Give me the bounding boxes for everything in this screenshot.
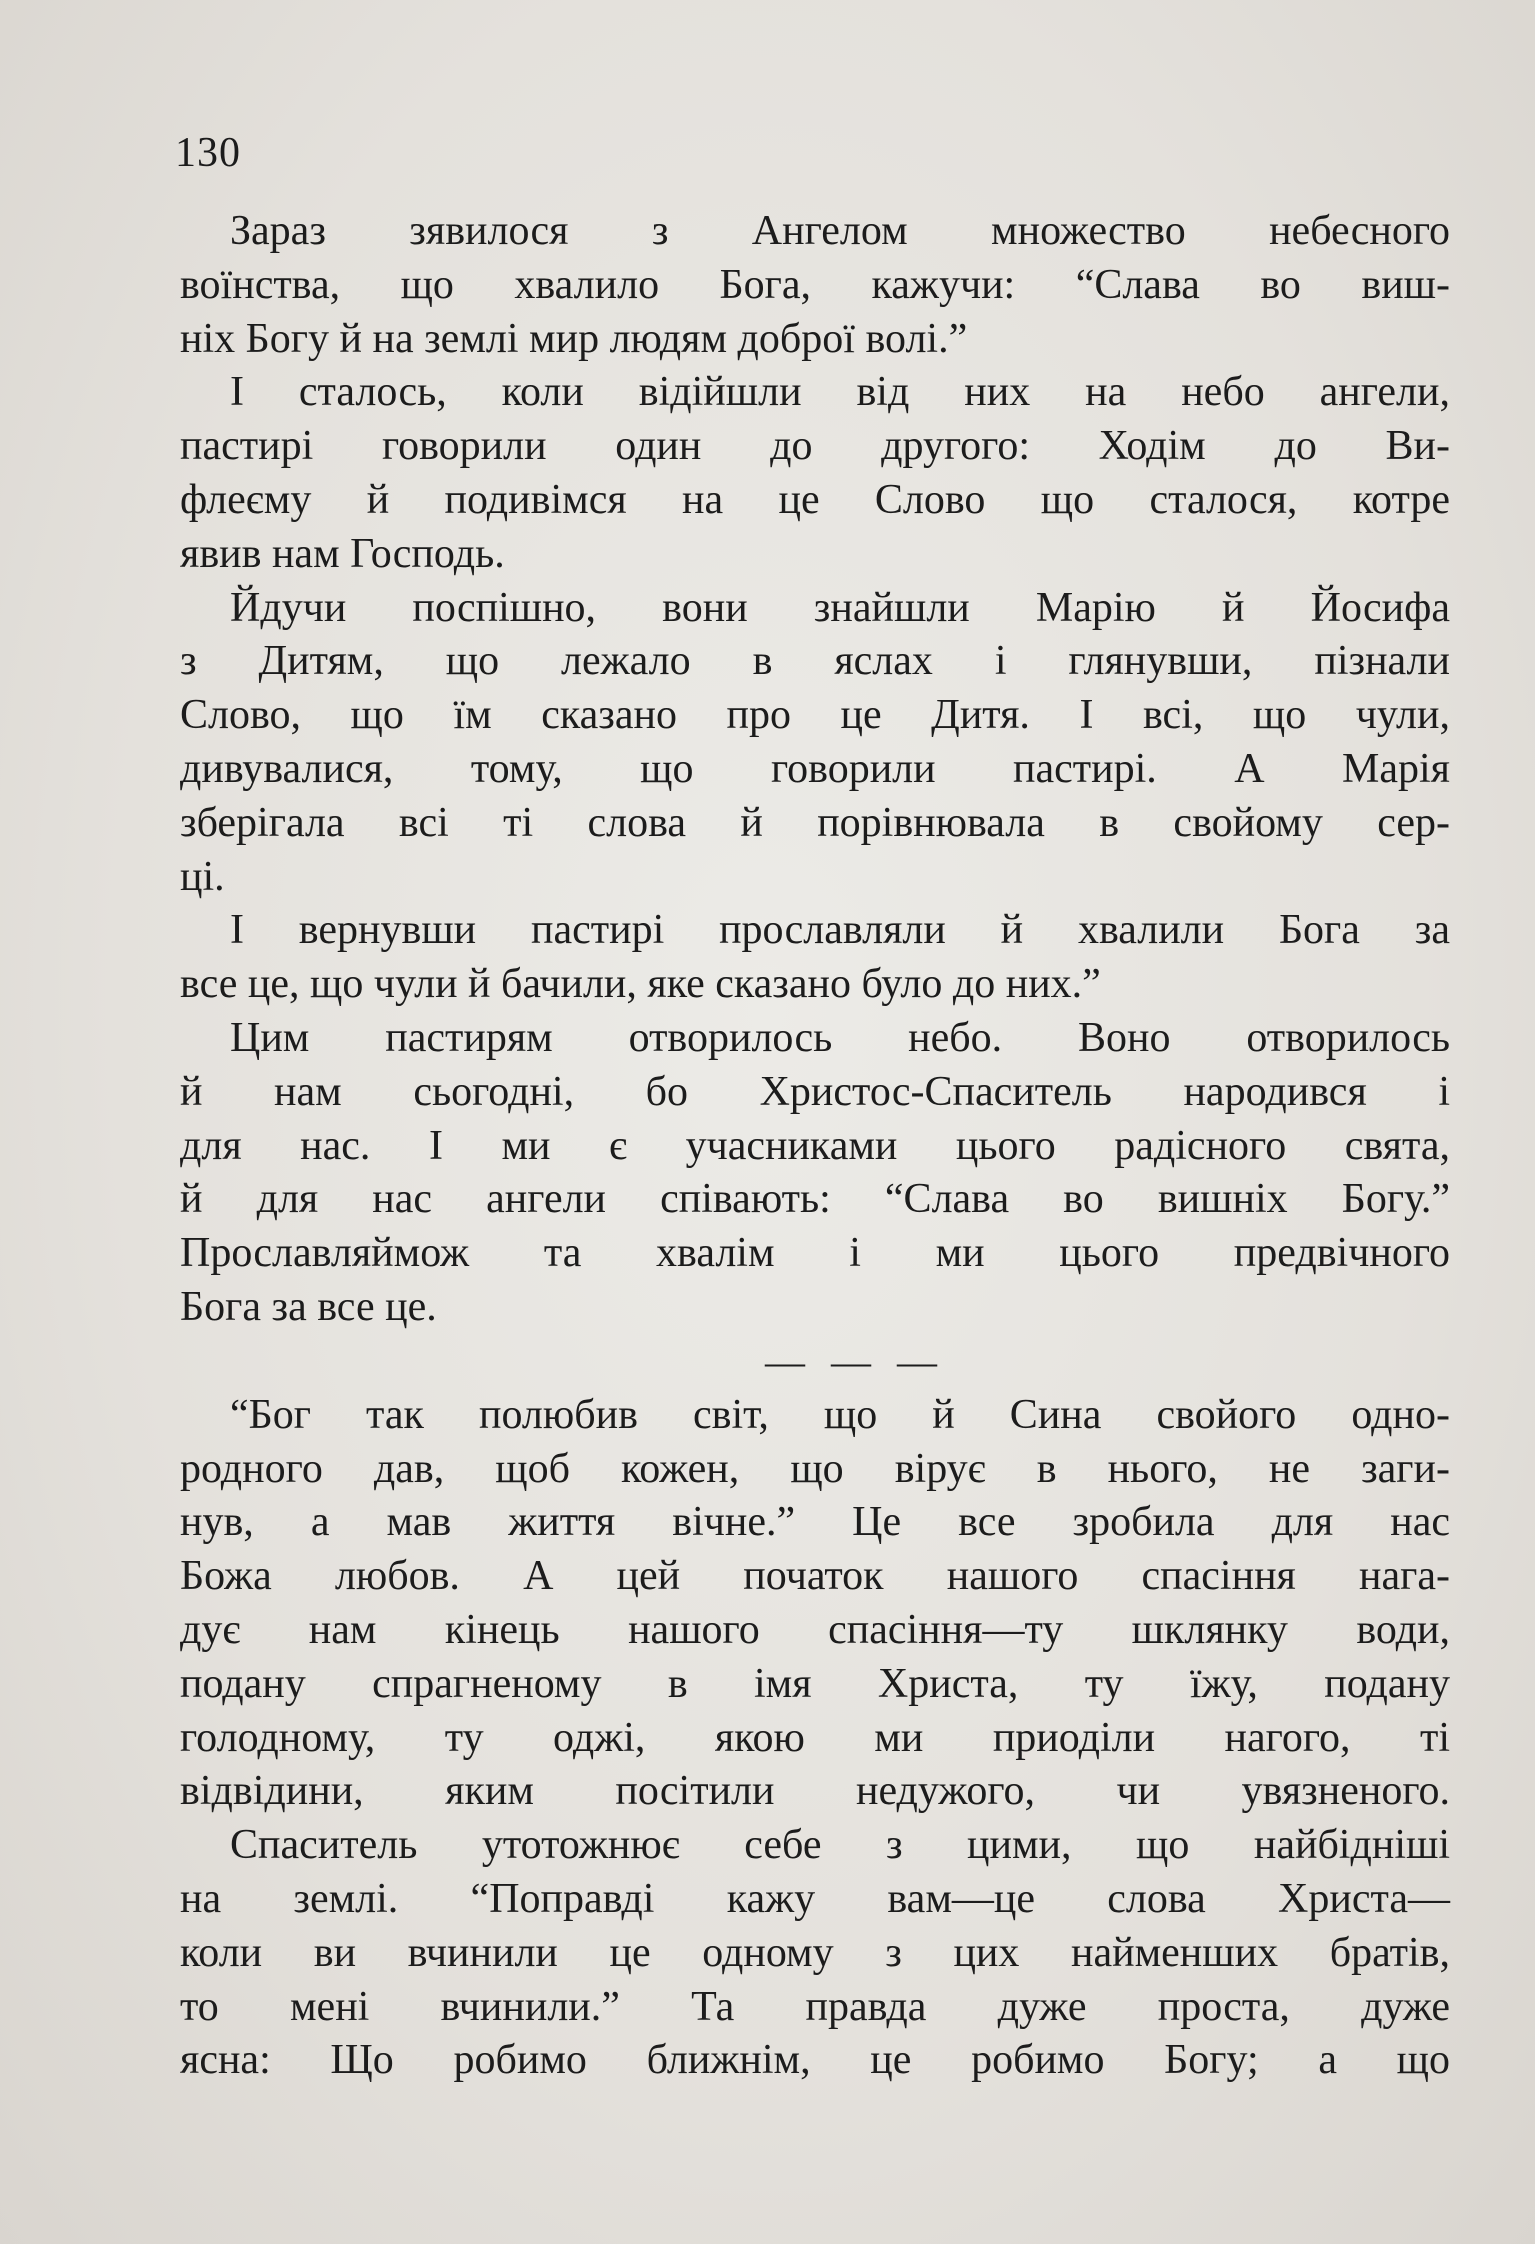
text-line: дує нам кінець нашого спасіння—ту шклянку води, <box>180 1606 1450 1653</box>
paragraph <box>180 1819 1450 2088</box>
text-line: з Дитям, що лежало в яслах і глянувши, пізнали <box>180 638 1450 685</box>
text-line: “Бог так полюбив світ, що й Сина свойого одно- <box>230 1391 1450 1438</box>
text-line: І сталось, коли відійшли від них на небо ангели, <box>230 369 1450 416</box>
text-line: то мені вчинили.” Та правда дуже проста, дуже <box>180 1983 1450 2030</box>
text-line: воїнства, що хвалило Бога, кажучи: “Слава во виш- <box>180 261 1450 308</box>
paragraph <box>180 582 1450 905</box>
text-line: для нас. І ми є учасниками цього радісного свята, <box>180 1122 1450 1169</box>
paragraph <box>180 1389 1450 1819</box>
text-line: Йдучи поспішно, вони знайшли Марію й Йосифа <box>230 584 1450 631</box>
text-line: Спаситель утотожнює себе з цими, що найбідніші <box>230 1822 1450 1869</box>
text-line: І вернувши пастирі прославляли й хвалили Бога за <box>230 907 1450 954</box>
text-line: голодному, ту оджі, якою ми приоділи нагого, ті <box>180 1714 1450 1761</box>
text-line: ясна: Що робимо ближнім, це робимо Богу; а що <box>180 2037 1450 2084</box>
paragraph <box>180 1012 1450 1335</box>
paragraph <box>180 205 1450 366</box>
text-line: ніх Богу й на землі мир людям доброї волі.” <box>180 315 968 362</box>
text-line: ці. <box>180 853 225 900</box>
text-line: Прославляймож та хвалім і ми цього предвічного <box>180 1230 1450 1277</box>
text-line: й для нас ангели співають: “Слава во вишніх Богу.” <box>180 1176 1450 1223</box>
text-line: подану спрагненому в імя Христа, ту їжу, подану <box>180 1660 1450 1707</box>
text-line: все це, що чули й бачили, яке сказано було до них.” <box>180 961 1101 1008</box>
paragraph <box>180 904 1450 1012</box>
text-line: Божа любов. А цей початок нашого спасіння нага- <box>180 1553 1450 1600</box>
body-text <box>180 205 1450 2088</box>
text-line: відвідини, яким посітили недужого, чи увязненого. <box>180 1768 1450 1815</box>
text-line: Бога за все це. <box>180 1283 437 1330</box>
text-line: на землі. “Поправді кажу вам—це слова Христа— <box>180 1875 1450 1922</box>
text-line: коли ви вчинили це одному з цих найменших братів, <box>180 1929 1450 1976</box>
text-line: дивувалися, тому, що говорили пастирі. А Марія <box>180 745 1450 792</box>
text-line: зберігала всі ті слова й порівнювала в свойому сер- <box>180 799 1450 846</box>
page-number: 130 <box>175 130 241 176</box>
text-line: Слово, що їм сказано про це Дитя. І всі, що чули, <box>180 692 1450 739</box>
text-line: явив нам Господь. <box>180 530 505 577</box>
text-line: родного дав, щоб кожен, що вірує в нього, не заги- <box>180 1445 1450 1492</box>
paragraph <box>180 366 1450 581</box>
text-line: пастирі говорили один до другого: Ходім до Ви- <box>180 423 1450 470</box>
text-line: нув, а мав життя вічне.” Це все зробила для нас <box>180 1499 1450 1546</box>
text-line: флеєму й подивімся на це Слово що сталося, котре <box>180 476 1450 523</box>
text-line: Зараз зявилося з Ангелом множество небесного <box>230 208 1450 254</box>
section-separator: — — — <box>765 1338 945 1384</box>
text-line: Цим пастирям отворилось небо. Воно отворилось <box>230 1014 1450 1061</box>
text-line: й нам сьогодні, бо Христос-Спаситель народився і <box>180 1068 1450 1115</box>
